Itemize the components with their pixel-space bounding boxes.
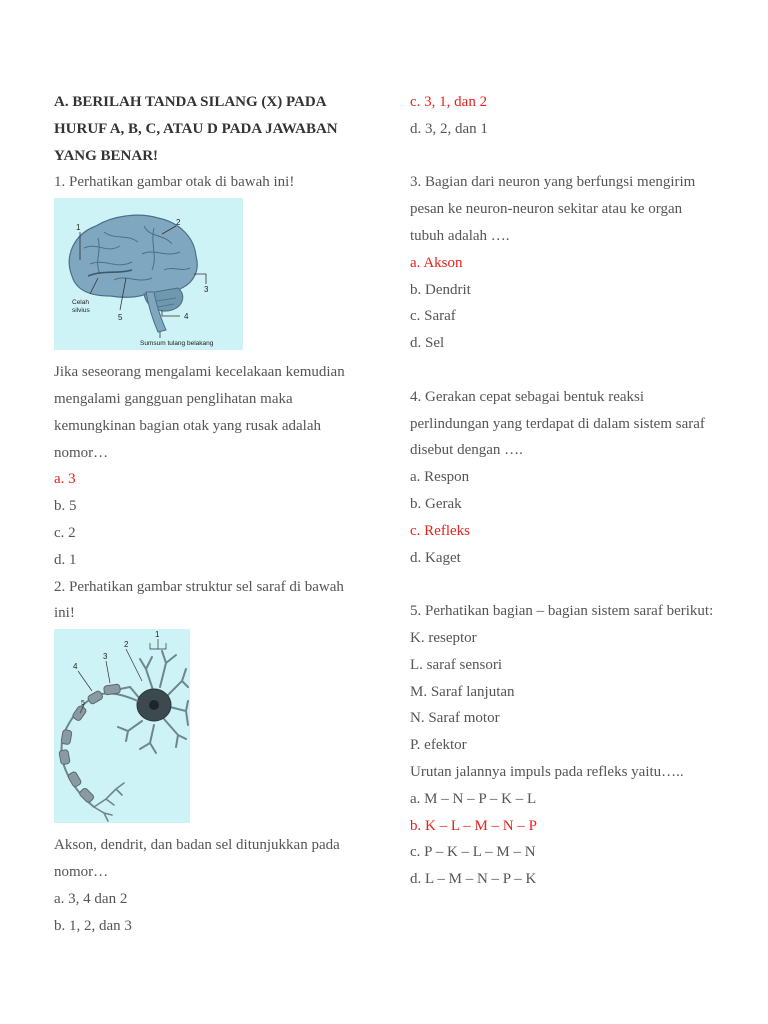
q2-option-d[interactable]: d. 3, 2, dan 1 (410, 120, 488, 137)
neuron-label-2: 2 (124, 640, 129, 650)
q4-option-d[interactable]: d. Kaget (410, 549, 461, 566)
brain-label-2: 2 (176, 218, 181, 228)
neuron-label-3: 3 (103, 652, 108, 662)
q2-option-a[interactable]: a. 3, 4 dan 2 (54, 890, 128, 907)
q2-stem-line-2: nomor… (54, 863, 109, 880)
q5-part-n: N. Saraf motor (410, 710, 500, 727)
brain-label-3: 3 (204, 285, 209, 295)
q5-part-p: P. efektor (410, 737, 467, 754)
q2-prompt-line-2: ini! (54, 605, 75, 622)
q5-option-b[interactable]: b. K – L – M – N – P (410, 817, 537, 834)
q2-option-c[interactable]: c. 3, 1, dan 2 (410, 94, 488, 110)
brain-label-celah: Celah (72, 299, 89, 307)
neuron-figure (54, 629, 359, 828)
q3-option-c[interactable]: c. Saraf (410, 308, 456, 325)
right-column (410, 89, 740, 893)
brain-figure (54, 198, 359, 355)
q1-option-b[interactable]: b. 5 (54, 498, 77, 515)
neuron-diagram (54, 629, 190, 823)
q1-stem-line-1: Jika seseorang mengalami kecelakaan kemudian (54, 364, 345, 381)
brain-label-1: 1 (76, 223, 81, 233)
q1-option-d[interactable]: d. 1 (54, 551, 77, 568)
spacer (410, 143, 740, 170)
instruction-heading-line-1: A. BERILAH TANDA SILANG (X) PADA (54, 94, 327, 110)
q3-stem-line-2: pesan ke neuron-neuron sekitar atau ke organ (410, 201, 683, 218)
brain-label-silvius: silvius (72, 307, 90, 315)
q2-option-b[interactable]: b. 1, 2, dan 3 (54, 917, 132, 934)
q5-option-a[interactable]: a. M – N – P – K – L (410, 790, 537, 807)
q2-stem-line-1: Akson, dendrit, dan badan sel ditunjukkan pada (54, 837, 340, 854)
q4-stem-line-1: 4. Gerakan cepat sebagai bentuk reaksi (410, 388, 645, 405)
spacer (410, 571, 740, 598)
q4-option-a[interactable]: a. Respon (410, 469, 470, 486)
q5-question: Urutan jalannya impuls pada refleks yaitu….. (410, 763, 684, 780)
nucleus-shape (149, 700, 159, 710)
neuron-label-5: 5 (81, 700, 85, 708)
q1-stem-line-4: nomor… (54, 444, 109, 461)
q3-stem-line-1: 3. Bagian dari neuron yang berfungsi mengirim (410, 174, 696, 191)
q5-part-l: L. saraf sensori (410, 656, 503, 673)
brain-label-sumsum: Sumsum tulang belakang (140, 340, 214, 348)
q2-prompt-line-1: 2. Perhatikan gambar struktur sel saraf di bawah (54, 578, 344, 595)
q5-option-c[interactable]: c. P – K – L – M – N (410, 844, 536, 861)
q3-stem-line-3: tubuh adalah …. (410, 227, 510, 244)
q1-prompt: 1. Perhatikan gambar otak di bawah ini! (54, 174, 295, 191)
q1-stem-line-2: mengalami gangguan penglihatan maka (54, 390, 293, 407)
q4-option-c[interactable]: c. Refleks (410, 522, 470, 539)
q5-option-d[interactable]: d. L – M – N – P – K (410, 871, 537, 888)
instruction-heading-line-3: YANG BENAR! (54, 147, 159, 164)
q3-option-b[interactable]: b. Dendrit (410, 281, 471, 298)
q3-option-a[interactable]: a. Akson (410, 254, 463, 271)
neuron-label-4: 4 (73, 662, 78, 672)
q4-stem-line-2: perlindungan yang terdapat di dalam sistem saraf (410, 415, 705, 432)
brain-label-5: 5 (118, 313, 123, 323)
q1-option-c[interactable]: c. 2 (54, 524, 76, 541)
q5-part-m: M. Saraf lanjutan (410, 683, 515, 700)
q5-part-k: K. reseptor (410, 629, 477, 646)
q5-stem: 5. Perhatikan bagian – bagian sistem saraf berikut: (410, 603, 714, 620)
q4-stem-line-3: disebut dengan …. (410, 442, 523, 459)
instruction-heading-line-2: HURUF A, B, C, ATAU D PADA JAWABAN (54, 120, 338, 137)
brain-label-4: 4 (184, 312, 189, 322)
q1-stem-line-3: kemungkinan bagian otak yang rusak adalah (54, 417, 321, 434)
spacer (410, 357, 740, 384)
left-column (54, 89, 359, 939)
q1-option-a[interactable]: a. 3 (54, 471, 76, 488)
q4-option-b[interactable]: b. Gerak (410, 495, 462, 512)
neuron-label-1: 1 (155, 630, 160, 640)
q3-option-d[interactable]: d. Sel (410, 335, 445, 352)
brain-diagram (54, 198, 243, 350)
